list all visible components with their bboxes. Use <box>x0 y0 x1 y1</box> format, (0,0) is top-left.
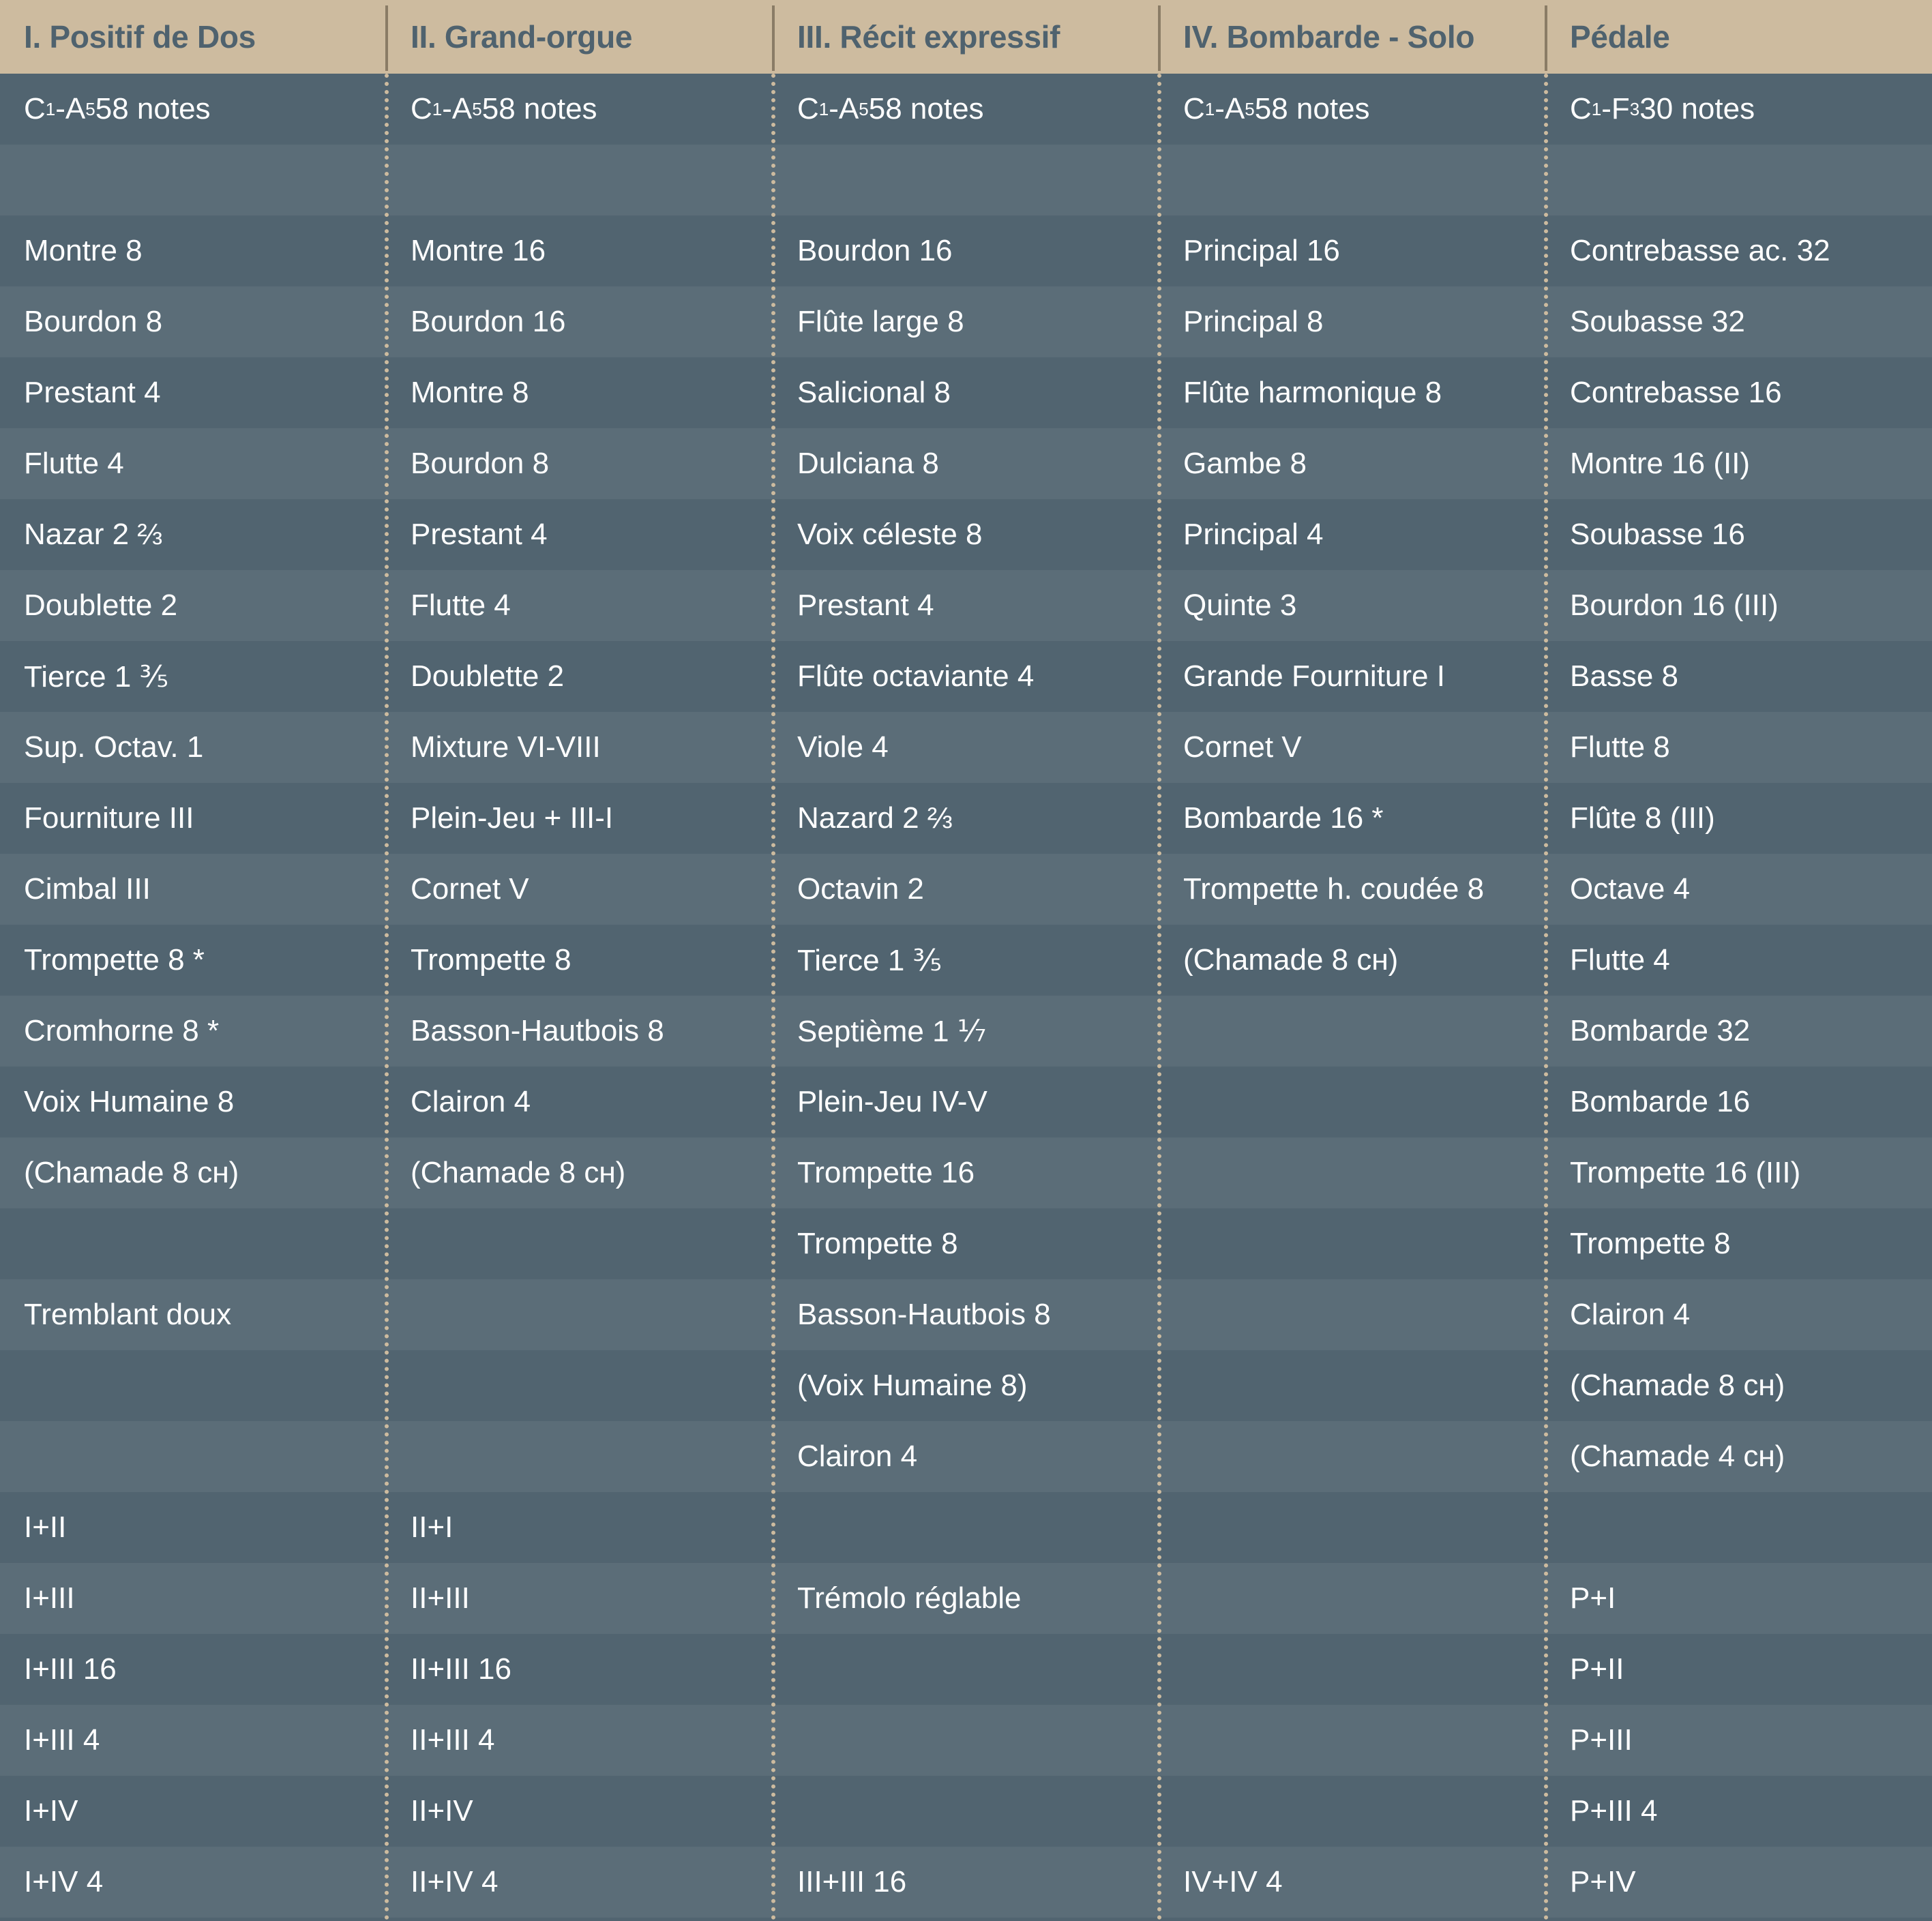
table-row <box>0 286 1932 357</box>
stop-cell-bombarde-solo: Cornet V <box>1183 730 1302 764</box>
stop-cell-bombarde-solo: Quinte 3 <box>1183 589 1297 622</box>
table-row <box>0 996 1932 1067</box>
column-divider <box>1544 74 1548 1921</box>
stop-cell-recit-expressif: Bourdon 16 <box>797 234 953 267</box>
table-row <box>0 1421 1932 1492</box>
stop-cell-recit-expressif: Flûte octaviante 4 <box>797 659 1035 693</box>
stop-cell-grand-orgue: II+IV <box>411 1794 473 1828</box>
stop-cell-positif-de-dos: Cromhorne 8 * <box>24 1014 220 1047</box>
table-row <box>0 145 1932 215</box>
stop-cell-pedale: (Chamade 8 ᴄʜ) <box>1570 1369 1785 1402</box>
stop-cell-pedale: Flutte 8 <box>1570 730 1670 764</box>
stop-cell-positif-de-dos: Nazar 2 ⅔ <box>24 518 162 551</box>
stop-cell-positif-de-dos: Prestant 4 <box>24 376 161 409</box>
stop-cell-positif-de-dos: Sup. Octav. 1 <box>24 730 204 764</box>
stop-cell-recit-expressif: Trompette 16 <box>797 1156 975 1189</box>
stop-cell-pedale: P+III 4 <box>1570 1794 1658 1828</box>
stop-cell-recit-expressif: Octavin 2 <box>797 872 924 906</box>
table-row <box>0 428 1932 499</box>
stop-cell-pedale: (Chamade 4 ᴄʜ) <box>1570 1440 1785 1473</box>
stop-cell-pedale: Montre 16 (II) <box>1570 447 1751 480</box>
stop-cell-recit-expressif: Basson-Hautbois 8 <box>797 1298 1051 1331</box>
stop-cell-recit-expressif: (Voix Humaine 8) <box>797 1369 1028 1402</box>
stop-cell-positif-de-dos: Fourniture III <box>24 801 194 835</box>
header-recit-expressif: III. Récit expressif <box>797 19 1060 55</box>
stop-cell-positif-de-dos: Tremblant doux <box>24 1298 232 1331</box>
table-row <box>0 74 1932 145</box>
table-row <box>0 215 1932 286</box>
table-row <box>0 570 1932 641</box>
stop-cell-bombarde-solo: Flûte harmonique 8 <box>1183 376 1442 409</box>
stop-cell-grand-orgue: Trompette 8 <box>411 943 571 977</box>
stop-cell-recit-expressif: Clairon 4 <box>797 1440 918 1473</box>
table-row <box>0 1492 1932 1563</box>
stop-cell-bombarde-solo: Grande Fourniture I <box>1183 659 1445 693</box>
table-row <box>0 1634 1932 1705</box>
stop-cell-positif-de-dos: I+II <box>24 1510 67 1544</box>
stop-cell-pedale: Octave 4 <box>1570 872 1691 906</box>
stop-cell-grand-orgue: II+III 4 <box>411 1723 495 1757</box>
stop-cell-grand-orgue: Plein-Jeu + III-I <box>411 801 614 835</box>
stop-cell-positif-de-dos <box>0 1208 387 1279</box>
stop-cell-pedale: Soubasse 16 <box>1570 518 1745 551</box>
stop-cell-recit-expressif <box>773 1776 1159 1847</box>
stop-cell-positif-de-dos: Bourdon 8 <box>24 305 163 338</box>
stop-cell-recit-expressif: Plein-Jeu IV-V <box>797 1085 987 1118</box>
table-row <box>0 783 1932 854</box>
stop-cell-pedale: Bombarde 32 <box>1570 1014 1751 1047</box>
stop-cell-positif-de-dos <box>0 145 387 215</box>
stop-cell-bombarde-solo: Principal 8 <box>1183 305 1324 338</box>
table-row <box>0 1350 1932 1421</box>
stop-cell-recit-expressif: Dulciana 8 <box>797 447 939 480</box>
stop-cell-recit-expressif: Tierce 1 ⅗ <box>797 943 942 977</box>
table-row <box>0 854 1932 925</box>
stop-cell-positif-de-dos: Cimbal III <box>24 872 151 906</box>
stop-cell-bombarde-solo: Trompette h. coudée 8 <box>1183 872 1485 906</box>
stop-cell-bombarde-solo <box>1159 1421 1546 1492</box>
table-header <box>0 0 1932 74</box>
stop-cell-bombarde-solo <box>1159 1208 1546 1279</box>
stop-cell-recit-expressif: Trémolo réglable <box>797 1581 1022 1615</box>
stop-cell-pedale: Trompette 16 (III) <box>1570 1156 1801 1189</box>
stop-cell-grand-orgue: Cornet V <box>411 872 529 906</box>
range-cell: C 1 - A 5 58 notes <box>797 92 984 125</box>
column-divider <box>385 74 389 1921</box>
header-divider <box>1158 5 1161 71</box>
stop-cell-recit-expressif: Viole 4 <box>797 730 889 764</box>
table-row <box>0 1067 1932 1137</box>
stop-cell-recit-expressif: Prestant 4 <box>797 589 934 622</box>
stop-cell-pedale: Flûte 8 (III) <box>1570 801 1715 835</box>
range-cell: C 1 - A 5 58 notes <box>24 92 211 125</box>
stop-cell-pedale: Bombarde 16 <box>1570 1085 1751 1118</box>
table-row <box>0 1705 1932 1776</box>
stop-cell-grand-orgue: Doublette 2 <box>411 659 565 693</box>
stop-cell-bombarde-solo <box>1159 1705 1546 1776</box>
stop-cell-bombarde-solo <box>1159 996 1546 1067</box>
stop-cell-pedale: Flutte 4 <box>1570 943 1670 977</box>
stop-cell-positif-de-dos: I+IV <box>24 1794 78 1828</box>
stop-cell-recit-expressif: III+III 16 <box>797 1865 907 1898</box>
stop-cell-grand-orgue <box>387 1421 773 1492</box>
stop-cell-positif-de-dos: I+III 4 <box>24 1723 100 1757</box>
stop-cell-pedale: Basse 8 <box>1570 659 1678 693</box>
stop-cell-grand-orgue: Flutte 4 <box>411 589 511 622</box>
stop-cell-grand-orgue: II+III 16 <box>411 1652 511 1686</box>
stop-cell-positif-de-dos: Montre 8 <box>24 234 143 267</box>
stop-cell-recit-expressif <box>773 1634 1159 1705</box>
stop-cell-positif-de-dos: I+III 16 <box>24 1652 117 1686</box>
stop-cell-recit-expressif <box>773 145 1159 215</box>
stop-cell-grand-orgue: Bourdon 16 <box>411 305 566 338</box>
stop-cell-bombarde-solo <box>1159 1634 1546 1705</box>
table-row <box>0 1137 1932 1208</box>
stop-cell-grand-orgue: Mixture VI-VIII <box>411 730 601 764</box>
stop-cell-recit-expressif: Salicional 8 <box>797 376 951 409</box>
table-row <box>0 641 1932 712</box>
stop-cell-positif-de-dos: Voix Humaine 8 <box>24 1085 235 1118</box>
header-divider <box>772 5 775 71</box>
stop-cell-bombarde-solo: Principal 16 <box>1183 234 1340 267</box>
stop-cell-recit-expressif <box>773 1705 1159 1776</box>
table-row <box>0 357 1932 428</box>
stop-cell-recit-expressif: Septième 1 ⅐ <box>797 1014 987 1048</box>
stop-cell-bombarde-solo <box>1159 1067 1546 1137</box>
stop-cell-pedale: P+I <box>1570 1581 1616 1615</box>
table-body <box>0 74 1932 1918</box>
stop-cell-positif-de-dos: I+IV 4 <box>24 1865 104 1898</box>
stop-cell-pedale: P+III <box>1570 1723 1633 1757</box>
stop-cell-recit-expressif <box>773 1492 1159 1563</box>
stop-cell-pedale <box>1546 1492 1932 1563</box>
range-cell: C 1 - A 5 58 notes <box>411 92 597 125</box>
stop-cell-positif-de-dos <box>0 1421 387 1492</box>
stop-cell-positif-de-dos: Flutte 4 <box>24 447 124 480</box>
stop-cell-bombarde-solo: Principal 4 <box>1183 518 1324 551</box>
stop-cell-bombarde-solo <box>1159 1137 1546 1208</box>
stop-cell-positif-de-dos <box>0 1350 387 1421</box>
stop-cell-bombarde-solo <box>1159 1279 1546 1350</box>
stop-cell-bombarde-solo <box>1159 1776 1546 1847</box>
stop-cell-pedale: Contrebasse ac. 32 <box>1570 234 1830 267</box>
table-row <box>0 1208 1932 1279</box>
stop-cell-positif-de-dos: I+III <box>24 1581 75 1615</box>
stop-cell-grand-orgue: II+IV 4 <box>411 1865 499 1898</box>
stop-cell-bombarde-solo: IV+IV 4 <box>1183 1865 1283 1898</box>
stop-cell-positif-de-dos: Doublette 2 <box>24 589 178 622</box>
stop-cell-grand-orgue: II+I <box>411 1510 454 1544</box>
stop-cell-grand-orgue: Montre 8 <box>411 376 529 409</box>
stop-cell-grand-orgue: Bourdon 8 <box>411 447 550 480</box>
table-row <box>0 925 1932 996</box>
stop-cell-bombarde-solo: Gambe 8 <box>1183 447 1307 480</box>
header-positif-de-dos: I. Positif de Dos <box>24 19 256 55</box>
table-row <box>0 1279 1932 1350</box>
stop-cell-pedale: P+IV <box>1570 1865 1636 1898</box>
table-row <box>0 712 1932 783</box>
header-bombarde-solo: IV. Bombarde - Solo <box>1183 19 1475 55</box>
header-divider <box>385 5 388 71</box>
stop-cell-grand-orgue <box>387 1279 773 1350</box>
stop-cell-grand-orgue: Prestant 4 <box>411 518 548 551</box>
stop-cell-grand-orgue: Basson-Hautbois 8 <box>411 1014 664 1047</box>
stop-cell-bombarde-solo: Bombarde 16 * <box>1183 801 1384 835</box>
stop-cell-pedale: Bourdon 16 (III) <box>1570 589 1779 622</box>
table-row <box>0 1776 1932 1847</box>
stop-cell-grand-orgue <box>387 1350 773 1421</box>
header-divider <box>1545 5 1547 71</box>
stop-cell-recit-expressif: Trompette 8 <box>797 1227 958 1260</box>
table-row <box>0 1563 1932 1634</box>
stop-rows <box>0 145 1932 1918</box>
stop-cell-grand-orgue: (Chamade 8 ᴄʜ) <box>411 1156 626 1189</box>
stop-cell-bombarde-solo: (Chamade 8 ᴄʜ) <box>1183 943 1399 977</box>
stop-cell-grand-orgue: Clairon 4 <box>411 1085 531 1118</box>
header-grand-orgue: II. Grand-orgue <box>411 19 633 55</box>
stop-cell-grand-orgue <box>387 1208 773 1279</box>
stop-cell-pedale: Soubasse 32 <box>1570 305 1745 338</box>
header-pedale: Pédale <box>1570 19 1670 55</box>
stop-cell-pedale: Contrebasse 16 <box>1570 376 1782 409</box>
stop-cell-pedale: Trompette 8 <box>1570 1227 1731 1260</box>
stop-cell-grand-orgue: Montre 16 <box>411 234 546 267</box>
stop-cell-grand-orgue <box>387 145 773 215</box>
stop-cell-bombarde-solo <box>1159 1350 1546 1421</box>
stop-cell-bombarde-solo <box>1159 145 1546 215</box>
column-divider <box>1157 74 1161 1921</box>
stop-cell-pedale <box>1546 145 1932 215</box>
stop-cell-recit-expressif: Flûte large 8 <box>797 305 964 338</box>
stop-cell-positif-de-dos: Trompette 8 * <box>24 943 205 977</box>
range-cell: C 1 - A 5 58 notes <box>1183 92 1370 125</box>
range-cell: C 1 - F 3 30 notes <box>1570 92 1755 125</box>
table-row <box>0 499 1932 570</box>
stop-cell-positif-de-dos: (Chamade 8 ᴄʜ) <box>24 1156 239 1189</box>
table-row <box>0 1847 1932 1918</box>
stop-cell-pedale: Clairon 4 <box>1570 1298 1691 1331</box>
stop-cell-bombarde-solo <box>1159 1563 1546 1634</box>
stop-cell-bombarde-solo <box>1159 1492 1546 1563</box>
stop-cell-recit-expressif: Nazard 2 ⅔ <box>797 801 953 835</box>
stop-cell-positif-de-dos: Tierce 1 ⅗ <box>24 659 169 694</box>
stop-cell-grand-orgue: II+III <box>411 1581 470 1615</box>
stop-cell-pedale: P+II <box>1570 1652 1624 1686</box>
column-divider <box>771 74 775 1921</box>
stop-cell-recit-expressif: Voix céleste 8 <box>797 518 983 551</box>
